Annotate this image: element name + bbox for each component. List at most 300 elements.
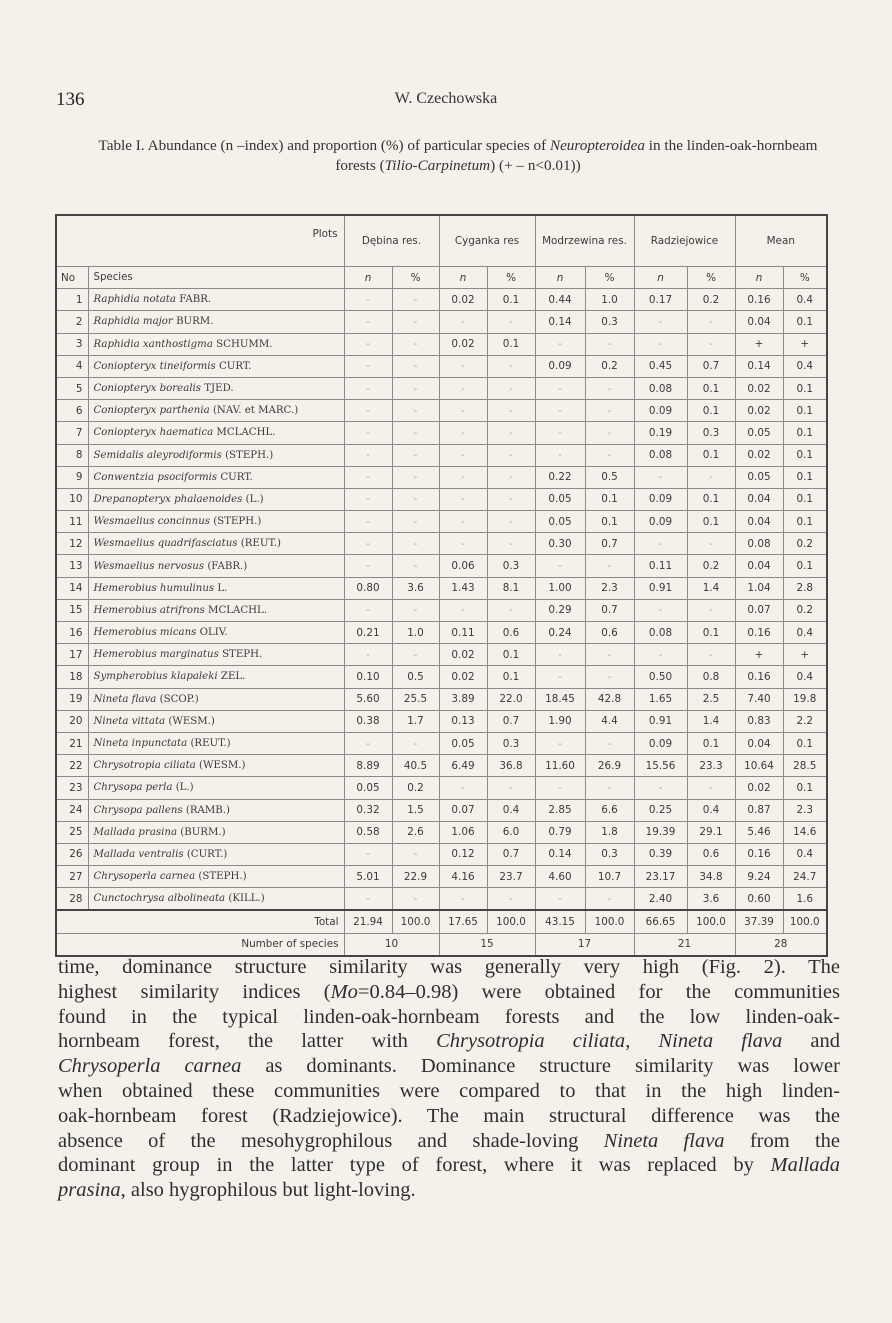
species-genus: Wesmaelius concinnus bbox=[93, 516, 210, 528]
value-cell: 4.4 bbox=[585, 710, 634, 732]
value-cell: - bbox=[344, 888, 392, 911]
value-cell: 0.11 bbox=[634, 555, 687, 577]
species-author: CURT. bbox=[220, 471, 253, 483]
species-author: MCLACHL. bbox=[216, 427, 276, 439]
species-author: FABR. bbox=[179, 294, 212, 306]
value-cell: 0.1 bbox=[487, 289, 535, 311]
total-cell: 100.0 bbox=[585, 910, 634, 933]
row-number: 3 bbox=[56, 333, 88, 355]
species-genus: Nineta flava bbox=[93, 693, 157, 705]
value-cell: 0.1 bbox=[783, 444, 827, 466]
species-name bbox=[88, 622, 344, 644]
value-cell: - bbox=[439, 777, 487, 799]
species-author: (STEPH.) bbox=[213, 516, 262, 528]
value-cell: - bbox=[585, 555, 634, 577]
species-genus: Coniopteryx borealis bbox=[93, 383, 202, 395]
value-cell: 0.09 bbox=[535, 355, 585, 377]
value-cell: 0.11 bbox=[439, 622, 487, 644]
value-cell: - bbox=[535, 888, 585, 911]
row-number: 10 bbox=[56, 488, 88, 510]
no-header: No bbox=[56, 267, 88, 289]
species-author: (STEPH.) bbox=[225, 449, 274, 461]
table-row bbox=[56, 444, 827, 466]
total-cell: 43.15 bbox=[535, 910, 585, 933]
species-author: OLIV. bbox=[199, 627, 228, 639]
value-cell: 10.64 bbox=[735, 755, 783, 777]
value-cell: 0.7 bbox=[487, 843, 535, 865]
value-cell: 0.05 bbox=[535, 488, 585, 510]
species-genus: Chrysopa pallens bbox=[93, 804, 183, 816]
value-cell: - bbox=[535, 444, 585, 466]
value-cell: - bbox=[487, 599, 535, 621]
total-cell: 100.0 bbox=[783, 910, 827, 933]
value-cell: - bbox=[439, 511, 487, 533]
value-cell: 8.1 bbox=[487, 577, 535, 599]
species-name bbox=[88, 533, 344, 555]
value-cell: - bbox=[535, 644, 585, 666]
row-number: 27 bbox=[56, 866, 88, 888]
value-cell: - bbox=[344, 355, 392, 377]
value-cell: - bbox=[392, 533, 439, 555]
value-cell: - bbox=[585, 732, 634, 754]
value-cell: 1.65 bbox=[634, 688, 687, 710]
row-number: 5 bbox=[56, 377, 88, 399]
value-cell: - bbox=[487, 355, 535, 377]
value-cell: - bbox=[392, 377, 439, 399]
value-cell: 0.04 bbox=[735, 511, 783, 533]
value-cell: 0.08 bbox=[634, 377, 687, 399]
value-cell: 0.04 bbox=[735, 732, 783, 754]
value-cell: - bbox=[687, 599, 735, 621]
value-cell: 6.0 bbox=[487, 821, 535, 843]
species-name bbox=[88, 289, 344, 311]
value-cell: 2.3 bbox=[585, 577, 634, 599]
value-cell: 2.2 bbox=[783, 710, 827, 732]
table-row bbox=[56, 666, 827, 688]
value-cell: 29.1 bbox=[687, 821, 735, 843]
value-cell: 0.4 bbox=[783, 355, 827, 377]
value-cell: 0.50 bbox=[634, 666, 687, 688]
page-number: 136 bbox=[56, 89, 85, 110]
value-cell: 0.4 bbox=[783, 843, 827, 865]
value-cell: 1.90 bbox=[535, 710, 585, 732]
table-row bbox=[56, 311, 827, 333]
table-row bbox=[56, 488, 827, 510]
text-line bbox=[58, 1104, 840, 1129]
row-number: 8 bbox=[56, 444, 88, 466]
value-cell: - bbox=[439, 488, 487, 510]
value-cell: 0.29 bbox=[535, 599, 585, 621]
value-cell: 22.0 bbox=[487, 688, 535, 710]
value-cell: - bbox=[439, 377, 487, 399]
value-cell: 19.39 bbox=[634, 821, 687, 843]
value-cell: 23.7 bbox=[487, 866, 535, 888]
value-cell: 2.5 bbox=[687, 688, 735, 710]
value-cell: - bbox=[344, 732, 392, 754]
value-cell: 0.2 bbox=[392, 777, 439, 799]
species-header: Species bbox=[88, 267, 344, 289]
value-cell: 0.91 bbox=[634, 710, 687, 732]
value-cell: 0.08 bbox=[735, 533, 783, 555]
value-cell: 0.07 bbox=[735, 599, 783, 621]
value-cell: 2.8 bbox=[783, 577, 827, 599]
text-line bbox=[58, 1005, 840, 1030]
value-cell: 15.56 bbox=[634, 755, 687, 777]
table-row bbox=[56, 289, 827, 311]
caption-association: Tilio-Carpinetum bbox=[384, 157, 491, 174]
value-cell: - bbox=[487, 511, 535, 533]
value-cell: 0.4 bbox=[687, 799, 735, 821]
value-cell: 0.3 bbox=[687, 422, 735, 444]
value-cell: 4.16 bbox=[439, 866, 487, 888]
value-cell: 6.49 bbox=[439, 755, 487, 777]
row-number: 12 bbox=[56, 533, 88, 555]
value-cell: 1.0 bbox=[585, 289, 634, 311]
value-cell: - bbox=[392, 333, 439, 355]
row-number: 20 bbox=[56, 710, 88, 732]
text-line bbox=[58, 1153, 840, 1178]
plot-header-debina: Dębina res. bbox=[344, 215, 439, 267]
text-segment: when obtained these communities were compared to that in the high linden- bbox=[58, 1079, 840, 1102]
value-cell: - bbox=[687, 533, 735, 555]
text-segment: =0.84–0.98) were obtained for the communities bbox=[357, 980, 840, 1003]
value-cell: 0.16 bbox=[735, 666, 783, 688]
species-genus: Sympherobius klapaleki bbox=[93, 671, 218, 683]
table-row bbox=[56, 688, 827, 710]
row-number: 9 bbox=[56, 466, 88, 488]
value-cell: 0.02 bbox=[439, 289, 487, 311]
species-author: SCHUMM. bbox=[216, 338, 273, 350]
table-row bbox=[56, 466, 827, 488]
italic-term: Nineta flava bbox=[658, 1030, 783, 1053]
value-cell: - bbox=[344, 488, 392, 510]
value-cell: - bbox=[344, 444, 392, 466]
value-cell: 1.0 bbox=[392, 622, 439, 644]
value-cell: 24.7 bbox=[783, 866, 827, 888]
table-row bbox=[56, 599, 827, 621]
value-cell: 3.6 bbox=[687, 888, 735, 911]
species-genus: Hemerobius atrifrons bbox=[93, 604, 205, 616]
table-row bbox=[56, 622, 827, 644]
value-cell: 0.02 bbox=[439, 333, 487, 355]
species-genus: Drepanopteryx phalaenoides bbox=[93, 493, 243, 505]
species-genus: Chrysoperla carnea bbox=[93, 871, 196, 883]
species-genus: Nineta vittata bbox=[93, 715, 166, 727]
value-cell: 0.06 bbox=[439, 555, 487, 577]
value-cell: - bbox=[535, 333, 585, 355]
row-number: 4 bbox=[56, 355, 88, 377]
value-cell: 0.2 bbox=[687, 289, 735, 311]
species-genus: Coniopteryx parthenia bbox=[93, 405, 210, 417]
value-cell: - bbox=[585, 666, 634, 688]
value-cell: 0.1 bbox=[783, 511, 827, 533]
table-row bbox=[56, 577, 827, 599]
row-number: 26 bbox=[56, 843, 88, 865]
value-cell: 0.3 bbox=[585, 843, 634, 865]
value-cell: 0.7 bbox=[585, 533, 634, 555]
value-cell: 18.45 bbox=[535, 688, 585, 710]
value-cell: - bbox=[687, 644, 735, 666]
value-cell: - bbox=[344, 466, 392, 488]
row-number: 6 bbox=[56, 400, 88, 422]
species-author: STEPH. bbox=[222, 649, 263, 661]
value-cell: 0.02 bbox=[735, 444, 783, 466]
value-cell: 0.80 bbox=[344, 577, 392, 599]
species-genus: Raphidia xanthostigma bbox=[93, 338, 213, 350]
value-cell: 0.4 bbox=[783, 666, 827, 688]
value-cell: 6.6 bbox=[585, 799, 634, 821]
species-genus: Nineta inpunctata bbox=[93, 738, 188, 750]
value-cell: 42.8 bbox=[585, 688, 634, 710]
species-genus: Wesmaelius quadrifasciatus bbox=[93, 538, 238, 550]
value-cell: 1.6 bbox=[783, 888, 827, 911]
value-cell: - bbox=[344, 533, 392, 555]
text-line bbox=[58, 1029, 840, 1054]
value-cell: 0.08 bbox=[634, 444, 687, 466]
value-cell: 2.6 bbox=[392, 821, 439, 843]
species-name bbox=[88, 422, 344, 444]
value-cell: 0.2 bbox=[783, 599, 827, 621]
value-cell: - bbox=[344, 289, 392, 311]
value-cell: 5.01 bbox=[344, 866, 392, 888]
species-genus: Coniopteryx tineiformis bbox=[93, 360, 216, 372]
value-cell: 0.1 bbox=[783, 422, 827, 444]
unit-n-header: n bbox=[344, 267, 392, 289]
value-cell: 0.21 bbox=[344, 622, 392, 644]
value-cell: - bbox=[439, 311, 487, 333]
value-cell: - bbox=[487, 533, 535, 555]
value-cell: 34.8 bbox=[687, 866, 735, 888]
species-name bbox=[88, 888, 344, 911]
value-cell: 0.6 bbox=[585, 622, 634, 644]
value-cell: 1.06 bbox=[439, 821, 487, 843]
text-segment: , also hygrophilous but light-loving. bbox=[120, 1179, 416, 1202]
species-author: (L.) bbox=[245, 493, 264, 505]
caption-text: ) (+ – n<0.01)) bbox=[490, 157, 581, 174]
species-name bbox=[88, 843, 344, 865]
value-cell: 1.04 bbox=[735, 577, 783, 599]
total-row bbox=[56, 910, 827, 933]
value-cell: 0.3 bbox=[487, 732, 535, 754]
value-cell: - bbox=[392, 466, 439, 488]
species-genus: Hemerobius marginatus bbox=[93, 649, 219, 661]
species-name bbox=[88, 688, 344, 710]
row-number: 16 bbox=[56, 622, 88, 644]
table-row bbox=[56, 533, 827, 555]
row-number: 17 bbox=[56, 644, 88, 666]
value-cell: 26.9 bbox=[585, 755, 634, 777]
value-cell: 0.14 bbox=[535, 843, 585, 865]
value-cell: - bbox=[392, 289, 439, 311]
text-segment: found in the typical linden-oak-hornbeam forests and the low linden-oak- bbox=[58, 1005, 840, 1028]
value-cell: - bbox=[687, 311, 735, 333]
value-cell: 1.00 bbox=[535, 577, 585, 599]
value-cell: - bbox=[535, 422, 585, 444]
value-cell: - bbox=[687, 777, 735, 799]
value-cell: 2.85 bbox=[535, 799, 585, 821]
species-name bbox=[88, 755, 344, 777]
value-cell: 23.17 bbox=[634, 866, 687, 888]
table-row bbox=[56, 377, 827, 399]
unit-pct-header: % bbox=[783, 267, 827, 289]
row-number: 25 bbox=[56, 821, 88, 843]
species-genus: Mallada prasina bbox=[93, 826, 178, 838]
value-cell: - bbox=[392, 843, 439, 865]
species-author: (BURM.) bbox=[180, 826, 226, 838]
species-count-cell: 10 bbox=[344, 933, 439, 956]
value-cell: 0.1 bbox=[783, 555, 827, 577]
value-cell: 0.45 bbox=[634, 355, 687, 377]
species-author: (STEPH.) bbox=[198, 871, 247, 883]
value-cell: 0.2 bbox=[585, 355, 634, 377]
value-cell: 0.58 bbox=[344, 821, 392, 843]
value-cell: 0.16 bbox=[735, 289, 783, 311]
running-head: W. Czechowska bbox=[394, 90, 498, 107]
text-segment: and bbox=[782, 1030, 840, 1053]
value-cell: 3.6 bbox=[392, 577, 439, 599]
row-number: 21 bbox=[56, 732, 88, 754]
value-cell: 0.39 bbox=[634, 843, 687, 865]
value-cell: 0.09 bbox=[634, 732, 687, 754]
value-cell: - bbox=[535, 732, 585, 754]
value-cell: - bbox=[634, 311, 687, 333]
value-cell: 1.8 bbox=[585, 821, 634, 843]
species-genus: Hemerobius micans bbox=[93, 627, 197, 639]
unit-pct-header: % bbox=[392, 267, 439, 289]
value-cell: - bbox=[487, 422, 535, 444]
species-author: TJED. bbox=[204, 383, 234, 395]
value-cell: - bbox=[439, 599, 487, 621]
species-genus: Conwentzia psociformis bbox=[93, 471, 218, 483]
value-cell: - bbox=[585, 422, 634, 444]
species-genus: Coniopteryx haematica bbox=[93, 427, 214, 439]
row-number: 28 bbox=[56, 888, 88, 911]
text-line bbox=[58, 980, 840, 1005]
row-number: 19 bbox=[56, 688, 88, 710]
value-cell: - bbox=[487, 888, 535, 911]
unit-pct-header: % bbox=[487, 267, 535, 289]
value-cell: 0.1 bbox=[687, 622, 735, 644]
species-name bbox=[88, 311, 344, 333]
value-cell: - bbox=[687, 466, 735, 488]
species-genus: Mallada ventralis bbox=[93, 848, 184, 860]
value-cell: 0.1 bbox=[783, 488, 827, 510]
value-cell: 0.1 bbox=[487, 666, 535, 688]
table-row bbox=[56, 422, 827, 444]
table-row bbox=[56, 777, 827, 799]
value-cell: + bbox=[735, 333, 783, 355]
species-author: ZEL. bbox=[220, 671, 246, 683]
species-name bbox=[88, 577, 344, 599]
value-cell: 2.3 bbox=[783, 799, 827, 821]
total-cell: 100.0 bbox=[687, 910, 735, 933]
value-cell: - bbox=[344, 333, 392, 355]
value-cell: - bbox=[634, 644, 687, 666]
species-genus: Chrysopa perla bbox=[93, 782, 173, 794]
value-cell: 0.17 bbox=[634, 289, 687, 311]
value-cell: 10.7 bbox=[585, 866, 634, 888]
value-cell: - bbox=[392, 355, 439, 377]
species-name bbox=[88, 555, 344, 577]
value-cell: 0.04 bbox=[735, 488, 783, 510]
value-cell: 0.83 bbox=[735, 710, 783, 732]
value-cell: - bbox=[535, 377, 585, 399]
text-line bbox=[58, 1178, 840, 1203]
plot-header-radziejowice: Radziejowice bbox=[634, 215, 735, 267]
value-cell: 0.02 bbox=[735, 377, 783, 399]
value-cell: 0.04 bbox=[735, 555, 783, 577]
species-name bbox=[88, 799, 344, 821]
table-row bbox=[56, 843, 827, 865]
species-name bbox=[88, 466, 344, 488]
value-cell: 0.1 bbox=[687, 444, 735, 466]
text-segment: oak-hornbeam forest (Radziejowice). The main structural difference was the bbox=[58, 1104, 840, 1127]
value-cell: 0.7 bbox=[687, 355, 735, 377]
value-cell: 0.1 bbox=[687, 488, 735, 510]
value-cell: 25.5 bbox=[392, 688, 439, 710]
text-segment: absence of the mesohygrophilous and shade-loving bbox=[58, 1129, 604, 1152]
value-cell: - bbox=[392, 311, 439, 333]
value-cell: 14.6 bbox=[783, 821, 827, 843]
value-cell: 7.40 bbox=[735, 688, 783, 710]
italic-term: Chrysotropia ciliata bbox=[436, 1030, 626, 1053]
species-name bbox=[88, 599, 344, 621]
value-cell: 0.13 bbox=[439, 710, 487, 732]
value-cell: 0.1 bbox=[687, 732, 735, 754]
value-cell: - bbox=[392, 422, 439, 444]
row-number: 18 bbox=[56, 666, 88, 688]
value-cell: 0.3 bbox=[585, 311, 634, 333]
value-cell: 0.79 bbox=[535, 821, 585, 843]
value-cell: - bbox=[585, 444, 634, 466]
species-name bbox=[88, 333, 344, 355]
value-cell: 23.3 bbox=[687, 755, 735, 777]
value-cell: 11.60 bbox=[535, 755, 585, 777]
species-genus: Cunctochrysa albolineata bbox=[93, 893, 226, 905]
value-cell: 0.05 bbox=[735, 466, 783, 488]
species-author: MCLACHL. bbox=[208, 604, 268, 616]
value-cell: 1.43 bbox=[439, 577, 487, 599]
table-row bbox=[56, 333, 827, 355]
species-genus: Semidalis aleyrodiformis bbox=[93, 449, 222, 461]
species-name bbox=[88, 488, 344, 510]
value-cell: - bbox=[585, 377, 634, 399]
value-cell: 5.60 bbox=[344, 688, 392, 710]
value-cell: 3.89 bbox=[439, 688, 487, 710]
total-cell: 17.65 bbox=[439, 910, 487, 933]
value-cell: - bbox=[439, 888, 487, 911]
value-cell: 0.16 bbox=[735, 843, 783, 865]
species-author: (FABR.) bbox=[207, 560, 248, 572]
value-cell: - bbox=[535, 555, 585, 577]
species-name bbox=[88, 732, 344, 754]
value-cell: 0.08 bbox=[634, 622, 687, 644]
species-author: (RAMB.) bbox=[185, 804, 230, 816]
value-cell: - bbox=[487, 311, 535, 333]
value-cell: 22.9 bbox=[392, 866, 439, 888]
value-cell: 0.7 bbox=[585, 599, 634, 621]
caption-text: Table I. Abundance (n –index) and proportion (%) of particular species of bbox=[98, 137, 550, 154]
species-name bbox=[88, 821, 344, 843]
species-count-cell: 17 bbox=[535, 933, 634, 956]
value-cell: 28.5 bbox=[783, 755, 827, 777]
text-segment: highest similarity indices ( bbox=[58, 980, 331, 1003]
value-cell: 1.5 bbox=[392, 799, 439, 821]
unit-n-header: n bbox=[439, 267, 487, 289]
table-row bbox=[56, 644, 827, 666]
species-name bbox=[88, 400, 344, 422]
row-number: 1 bbox=[56, 289, 88, 311]
